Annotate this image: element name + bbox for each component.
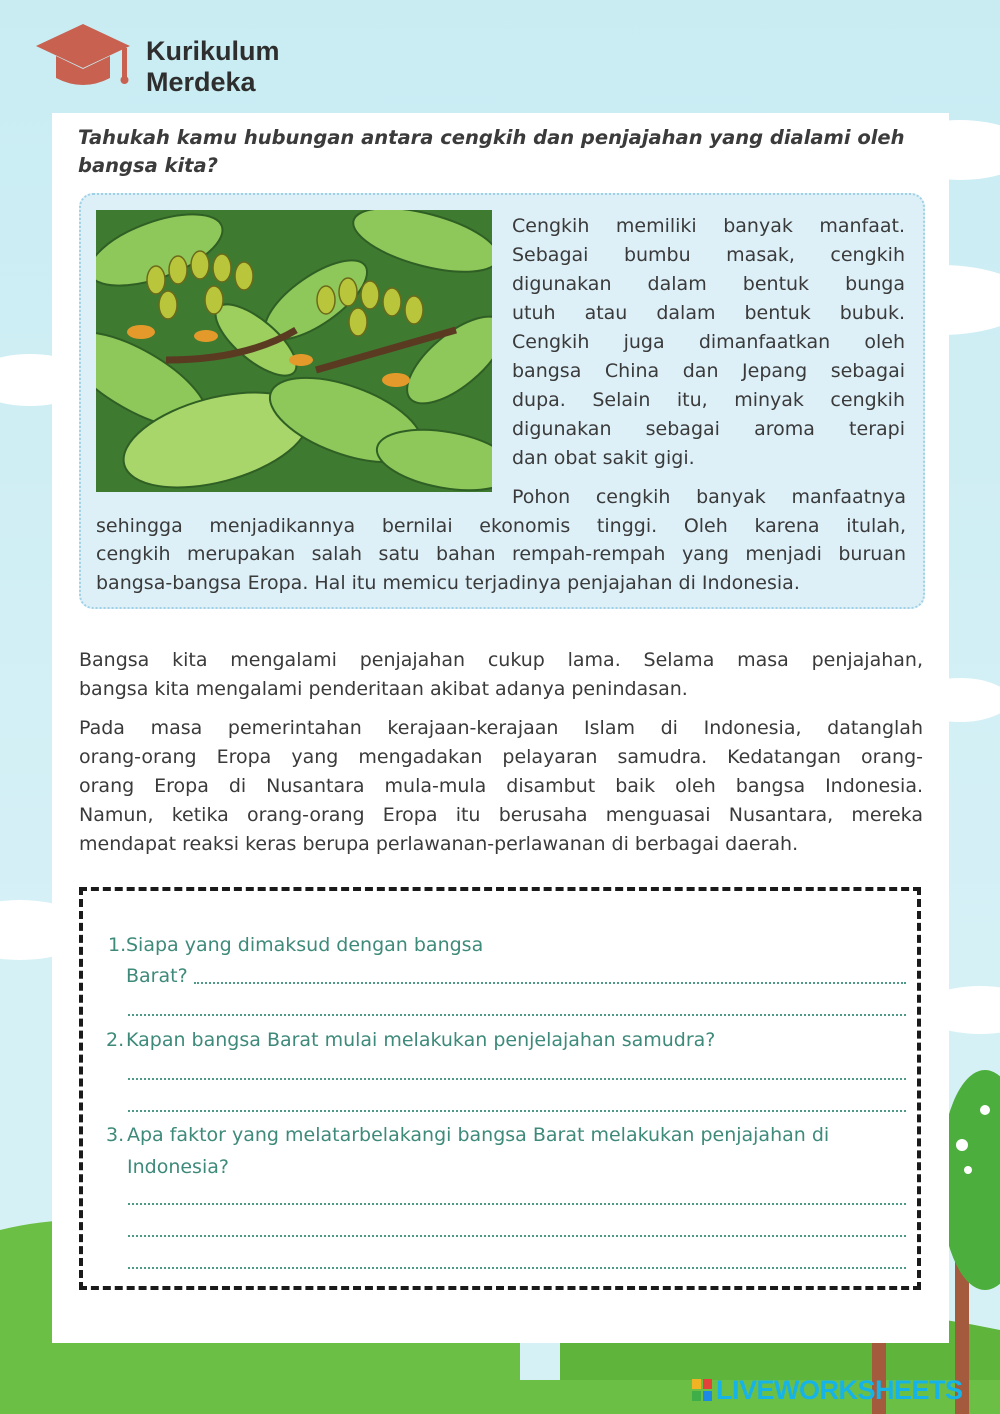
paragraph-line: bangsa kita mengalami penderitaan akibat adanya penindasan. xyxy=(79,678,688,700)
paragraph-line: orang-orang Eropa yang mengadakan pelayaran samudra. Kedatangan orang- xyxy=(79,746,923,768)
info-side-line: Sebagai bumbu masak, cengkih xyxy=(512,244,905,266)
clove-plant-image xyxy=(96,210,492,492)
paragraph-line: Namun, ketika orang-orang Eropa itu berusaha menguasai Nusantara, mereka xyxy=(79,804,923,826)
question-text: Kapan bangsa Barat mulai melakukan penjelajahan samudra? xyxy=(126,1029,716,1051)
answer-line-3a[interactable] xyxy=(128,1201,906,1205)
answer-line-1b[interactable] xyxy=(128,1012,906,1016)
question-number: 1. xyxy=(108,934,127,956)
info-cont-line: sehingga menjadikannya bernilai ekonomis tinggi. Oleh karena itulah, xyxy=(96,514,906,537)
paragraph-line: Pada masa pemerintahan kerajaan-kerajaan Islam di Indonesia, datanglah xyxy=(79,717,923,739)
question-title: Tahukah kamu hubungan antara cengkih dan penjajahan yang dialami oleh bangsa kita? xyxy=(78,126,905,177)
clove-illustration xyxy=(96,210,492,492)
brand-line-2: Merdeka xyxy=(146,67,256,97)
info-side-line: utuh atau dalam bentuk bubuk. xyxy=(512,302,905,324)
info-side-line: bangsa China dan Jepang sebagai xyxy=(512,360,905,382)
graduation-cap-icon xyxy=(36,22,136,94)
paragraph-2 xyxy=(79,714,923,859)
answer-line-3b[interactable] xyxy=(128,1233,906,1237)
answer-line-1a[interactable] xyxy=(194,980,906,984)
info-side-line: dan obat sakit gigi. xyxy=(512,447,695,469)
liveworksheets-watermark[interactable]: LIVEWORKSHEETS xyxy=(716,1375,963,1405)
question-text: Apa faktor yang melatarbelakangi bangsa Barat melakukan penjajahan di xyxy=(127,1124,830,1146)
question-number: 2. xyxy=(106,1029,125,1051)
info-side-text xyxy=(512,212,905,473)
info-cont-line: cengkih merupakan salah satu bahan rempah-rempah yang menjadi buruan xyxy=(96,543,906,565)
info-cont-line: Pohon cengkih banyak manfaatnya xyxy=(512,486,906,508)
answer-line-2b[interactable] xyxy=(128,1108,906,1112)
paragraph-line: mendapat reaksi keras berupa perlawanan-perlawanan di berbagai daerah. xyxy=(79,833,799,855)
question-text: Indonesia? xyxy=(127,1156,229,1178)
info-side-line: Cengkih juga dimanfaatkan oleh xyxy=(512,331,905,353)
question-number: 3. xyxy=(106,1124,125,1146)
info-side-line: dupa. Selain itu, minyak cengkih xyxy=(512,389,905,411)
info-cont-line: bangsa-bangsa Eropa. Hal itu memicu terjadinya penjajahan di Indonesia. xyxy=(96,571,800,594)
liveworksheets-logo-icon xyxy=(692,1379,712,1401)
paragraph-line: orang Eropa di Nusantara mula-mula disambut baik oleh bangsa Indonesia. xyxy=(79,775,923,797)
info-side-line: digunakan dalam bentuk bunga xyxy=(512,273,905,295)
question-text: Siapa yang dimaksud dengan bangsa xyxy=(126,934,484,956)
brand-name xyxy=(146,36,280,98)
paragraph-line: Bangsa kita mengalami penjajahan cukup lama. Selama masa penjajahan, xyxy=(79,649,923,671)
brand-line-1: Kurikulum xyxy=(146,36,280,66)
question-text: Barat? xyxy=(126,965,188,987)
paragraph-1 xyxy=(79,646,923,704)
info-continued-text xyxy=(96,483,906,597)
info-side-line: Cengkih memiliki banyak manfaat. xyxy=(512,215,905,237)
answer-line-3c[interactable] xyxy=(128,1265,906,1269)
answer-line-2a[interactable] xyxy=(128,1076,906,1080)
info-side-line: digunakan sebagai aroma terapi xyxy=(512,418,905,440)
